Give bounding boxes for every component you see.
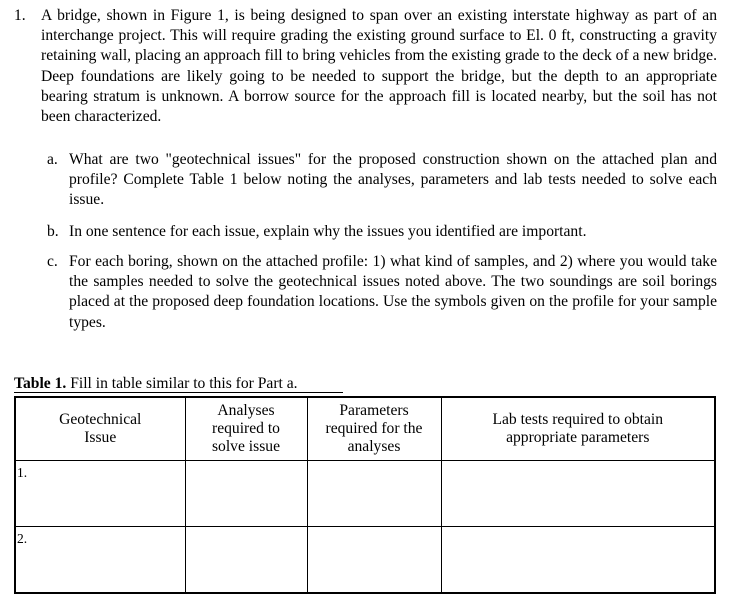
row-2-parameters-cell[interactable] <box>307 527 441 594</box>
row-1-lab-tests-cell[interactable] <box>441 461 715 527</box>
issues-table <box>14 396 716 594</box>
header-analyses: Analyses required to solve issue <box>185 397 307 461</box>
row-2-lab-tests-cell[interactable] <box>441 527 715 594</box>
part-a-text: What are two "geotechnical issues" for the proposed construction shown on the attached plan and profile? Complete Table 1 below noting the analyses, parameters and lab tests needed to solve each issue. <box>69 151 717 209</box>
table-row <box>15 527 715 594</box>
header-lab-tests: Lab tests required to obtain appropriate parameters <box>441 397 715 461</box>
row-2-analyses-cell[interactable] <box>185 527 307 594</box>
row-1-parameters-cell[interactable] <box>307 461 441 527</box>
header-parameters: Parameters required for the analyses <box>307 397 441 461</box>
row-1-analyses-cell[interactable] <box>185 461 307 527</box>
part-b-label: b. <box>47 223 59 240</box>
row-2-number: 2. <box>15 527 185 594</box>
table-caption-text: Fill in table similar to this for Part a. <box>66 375 298 392</box>
table-header-row <box>15 397 715 461</box>
part-b-text: In one sentence for each issue, explain why the issues you identified are important. <box>69 223 587 240</box>
problem-number: 1. <box>14 7 26 24</box>
table-caption <box>14 374 298 394</box>
caption-underline <box>14 392 343 393</box>
part-c-label: c. <box>47 253 58 270</box>
table-caption-label: Table 1. <box>14 375 67 392</box>
header-geotechnical-issue: Geotechnical Issue <box>15 397 185 461</box>
problem-intro: A bridge, shown in Figure 1, is being designed to span over an existing interstate highway as part of an interchange project. This will require grading the existing ground surface to El. 0 ft, constructing a gravity retaining wall, placing an approach fill to bring vehicles from the existing grade to the deck of a new bridge. Deep foundations are likely going to be needed to support the bridge, but the depth to an appropriate bearing stratum is unknown. A borrow source for the approach fill is located nearby, but the soil has not been characterized. <box>41 7 717 126</box>
row-1-number: 1. <box>15 461 185 527</box>
part-a-label: a. <box>47 151 58 168</box>
part-c-text: For each boring, shown on the attached profile: 1) what kind of samples, and 2) where you would take the samples needed to solve the geotechnical issues noted above. The two soundings are soil borings placed at the proposed deep foundation locations. Use the symbols given on the profile for your sample types. <box>69 253 717 331</box>
table-row <box>15 461 715 527</box>
